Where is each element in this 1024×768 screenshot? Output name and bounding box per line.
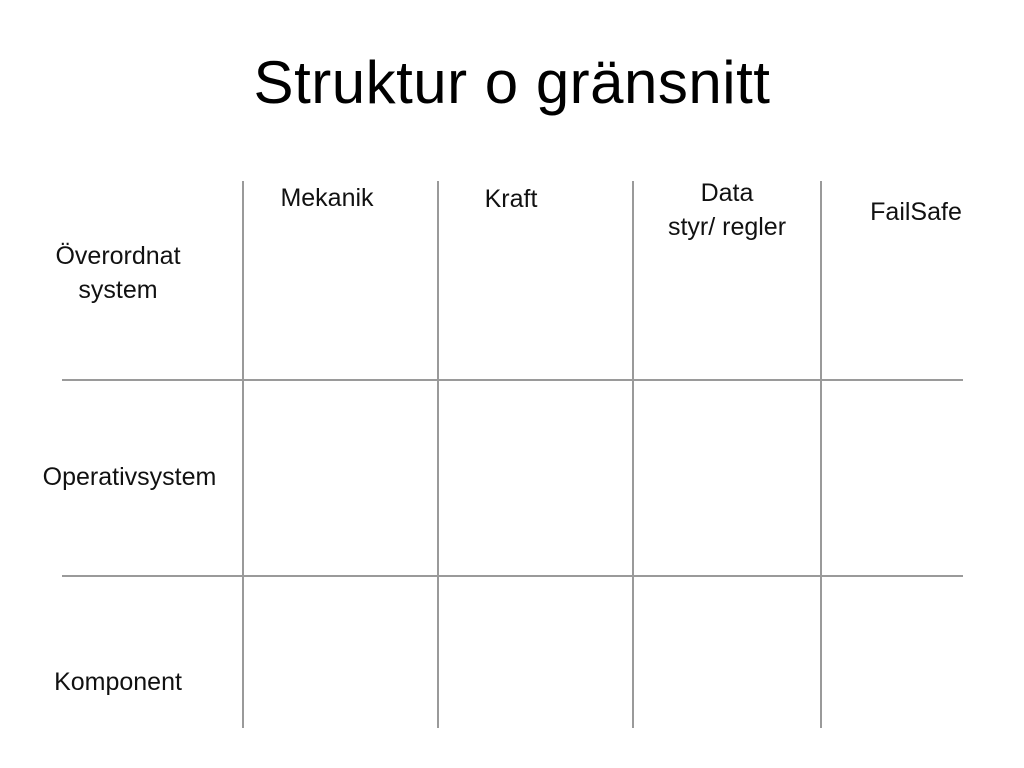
- grid-vertical-line-3: [632, 181, 634, 728]
- grid-horizontal-line-1: [62, 379, 963, 381]
- column-header-kraft: [441, 182, 581, 216]
- slide-title: Struktur o gränsnitt: [253, 49, 771, 116]
- column-header-failsafe: [846, 195, 986, 229]
- column-header-line: styr/ regler: [667, 213, 787, 241]
- column-header-line: Mekanik: [280, 184, 374, 212]
- column-header-line: FailSafe: [870, 198, 962, 226]
- column-header-line: Data: [700, 179, 754, 207]
- column-header-data: [637, 176, 817, 244]
- column-header-line: Kraft: [484, 185, 538, 213]
- row-header-overordnat-system: [28, 239, 208, 307]
- row-header-operativsystem: [22, 460, 237, 494]
- row-header-komponent: [28, 665, 208, 699]
- row-header-line: Komponent: [54, 668, 182, 696]
- grid-vertical-line-4: [820, 181, 822, 728]
- row-header-line: system: [78, 276, 158, 304]
- row-header-line: Operativsystem: [42, 463, 217, 491]
- row-header-line: Överordnat: [55, 242, 181, 270]
- grid-horizontal-line-2: [62, 575, 963, 577]
- grid-vertical-line-1: [242, 181, 244, 728]
- column-header-mekanik: [247, 181, 407, 215]
- grid-vertical-line-2: [437, 181, 439, 728]
